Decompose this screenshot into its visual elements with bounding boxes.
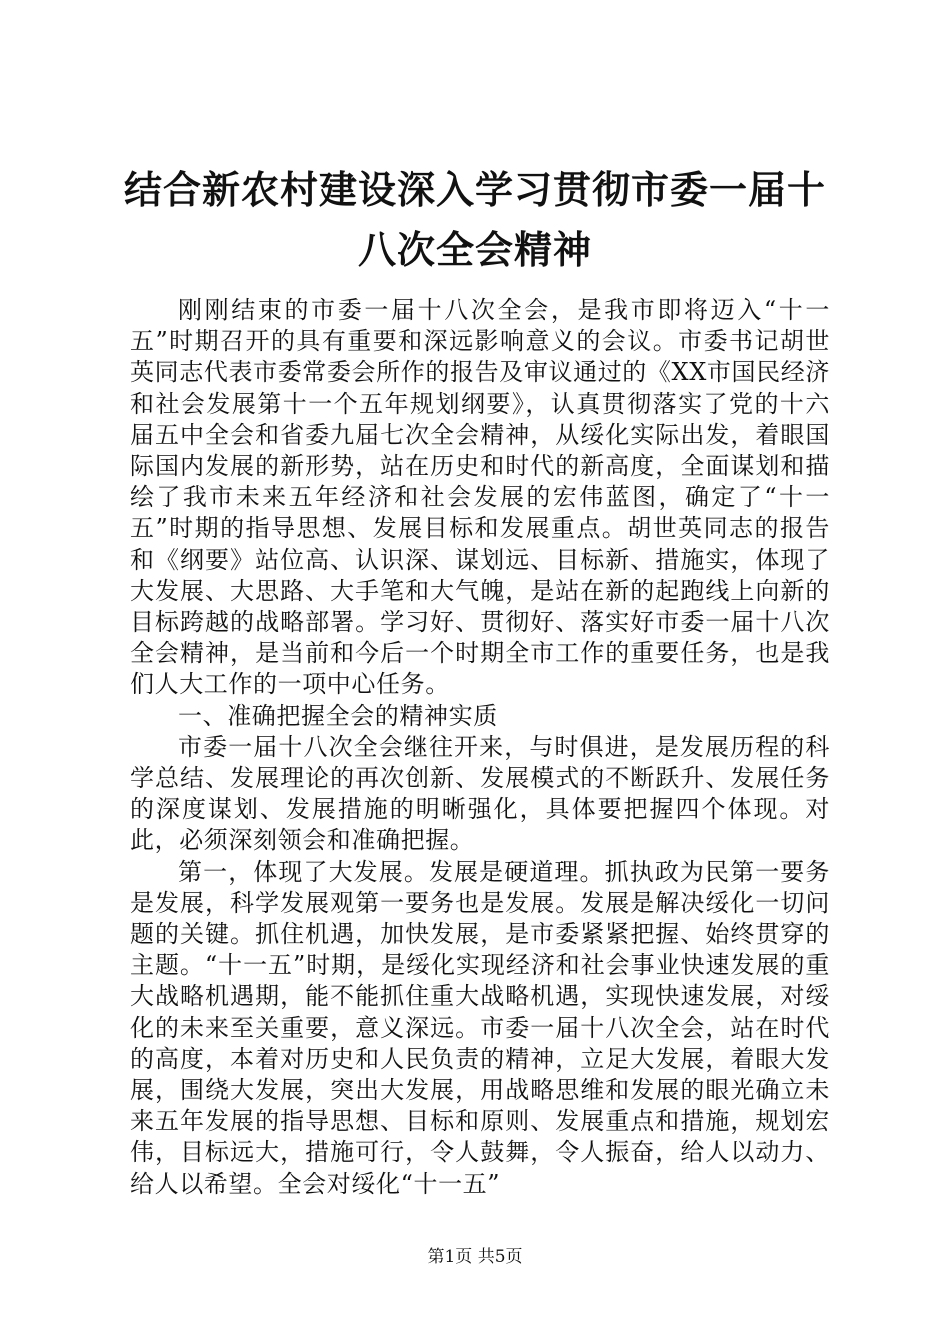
- page-number: 第1页 共5页: [427, 1247, 523, 1267]
- paragraph-first-point: 第一，体现了大发展。发展是硬道理。抓执政为民第一要务是发展，科学发展观第一要务也是发展。发展是解决绥化一切问题的关键。抓住机遇，加快发展，是市委紧紧把握、始终贯穿的主题。“十一五”时期，是绥化实现经济和社会事业快速发展的重大战略机遇期，能不能抓住重大战略机遇，实现快速发展，对绥化的未来至关重要，意义深远。市委一届十八次全会，站在时代的高度，本着对历史和人民负责的精神，立足大发展，着眼大发展，围绕大发展，突出大发展，用战略思维和发展的眼光确立未来五年发展的指导思想、目标和原则、发展重点和措施，规划宏伟，目标远大，措施可行，令人鼓舞，令人振奋，给人以动力、给人以希望。全会对绥化“十一五”: [130, 857, 830, 1198]
- section-heading: 一、准确把握全会的精神实质: [178, 701, 498, 730]
- paragraph-summary: 市委一届十八次全会继往开来，与时俱进，是发展历程的科学总结、发展理论的再次创新、发展模式的不断跃升、发展任务的深度谋划、发展措施的明晰强化，具体要把握四个体现。对此，必须深刻领会和准确把握。: [130, 732, 830, 855]
- paragraph-intro: 刚刚结束的市委一届十八次全会，是我市即将迈入“十一五”时期召开的具有重要和深远影响意义的会议。市委书记胡世英同志代表市委常委会所作的报告及审议通过的《XX市国民经济和社会发展第十一个五年规划纲要》，认真贯彻落实了党的十六届五中全会和省委九届七次全会精神，从绥化实际出发，着眼国际国内发展的新形势，站在历史和时代的新高度，全面谋划和描绘了我市未来五年经济和社会发展的宏伟蓝图，确定了“十一五”时期的指导思想、发展目标和发展重点。胡世英同志的报告和《纲要》站位高、认识深、谋划远、目标新、措施实，体现了大发展、大思路、大手笔和大气魄，是站在新的起跑线上向新的目标跨越的战略部署。学习好、贯彻好、落实好市委一届十八次全会精神，是当前和今后一个时期全市工作的重要任务，也是我们人大工作的一项中心任务。: [130, 296, 830, 699]
- document-body: [130, 295, 830, 1200]
- document-title: 结合新农村建设深入学习贯彻市委一届十八次全会精神: [123, 168, 826, 272]
